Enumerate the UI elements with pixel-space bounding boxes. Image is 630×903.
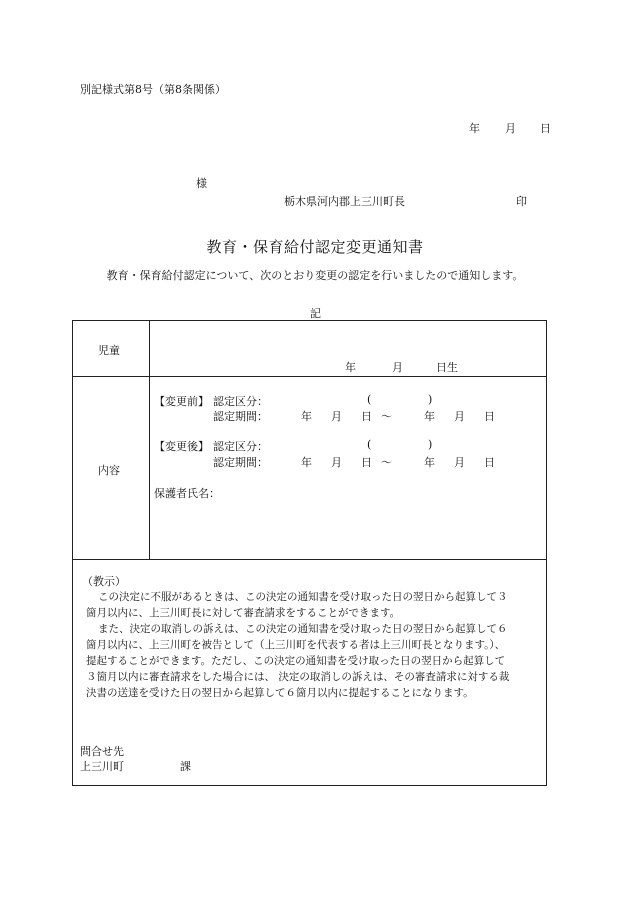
before-start-day: 日 <box>361 410 372 423</box>
form-number: 別記様式第8号（第8条関係） <box>80 83 226 96</box>
notice-para2-line1: また、決定の取消しの訴えは、この決定の通知書を受け取った日の翌日から起算して６ <box>98 623 508 635</box>
after-end-day: 日 <box>484 456 495 469</box>
after-start-year: 年 <box>301 456 312 469</box>
before-category-paren-open: ( <box>367 393 372 406</box>
contact-division: 課 <box>180 760 191 773</box>
after-category-paren-open: ( <box>367 438 372 451</box>
child-label: 児童 <box>98 344 120 357</box>
date-year: 年 <box>469 122 480 135</box>
content-label: 内容 <box>98 464 120 477</box>
after-end-month: 月 <box>454 456 465 469</box>
before-tilde: ～ <box>381 410 392 423</box>
notice-heading: （教示） <box>82 575 126 588</box>
guardian-name-label: 保護者氏名： <box>154 487 220 500</box>
table-row-divider <box>72 376 547 377</box>
after-tag: 【変更後】 <box>154 440 209 453</box>
after-category-paren-close: ) <box>428 438 433 451</box>
notice-para2-line4: ３箇月以内に審査請求をした場合には、 決定の取消しの訴えは、その審査請求に対する裁 <box>86 671 510 683</box>
intro-text: 教育・保育給付認定について、次のとおり変更の認定を行いましたので通知します。 <box>106 269 524 282</box>
document-title: 教育・保育給付認定変更通知書 <box>206 238 424 256</box>
birth-year: 年 <box>345 361 356 374</box>
date-day: 日 <box>540 122 551 135</box>
notice-para2-line5: 決書の送達を受けた日の翌日から起算して６箇月以内に提起することになります。 <box>86 687 474 699</box>
birth-month: 月 <box>392 361 403 374</box>
table-column-divider <box>149 320 150 560</box>
date-month: 月 <box>505 122 516 135</box>
contact-label: 問合せ先 <box>80 745 124 758</box>
before-end-month: 月 <box>454 410 465 423</box>
notice-para1-line2: 箇月以内に、上三川町長に対して審査請求をすることができます。 <box>86 607 401 619</box>
before-tag: 【変更前】 <box>154 395 209 408</box>
notice-para2-line3: 提起することができます。ただし、この決定の通知書を受け取った日の翌日から起算して <box>86 655 506 667</box>
before-end-day: 日 <box>484 410 495 423</box>
after-tilde: ～ <box>381 456 392 469</box>
notice-para1-line1: この決定に不服があるときは、この決定の通知書を受け取った日の翌日から起算して３ <box>98 591 508 603</box>
after-start-month: 月 <box>331 456 342 469</box>
before-period-label: 認定期間： <box>213 410 268 423</box>
birth-day: 日生 <box>436 361 458 374</box>
before-category-paren-close: ) <box>428 393 433 406</box>
before-start-month: 月 <box>331 410 342 423</box>
notice-para2-line2: 箇月以内に、上三川町を被告として（上三川町を代表する者は上三川町長となります。）、 <box>86 639 506 651</box>
before-category-label: 認定区分： <box>213 395 268 408</box>
after-end-year: 年 <box>424 456 435 469</box>
after-start-day: 日 <box>361 456 372 469</box>
before-end-year: 年 <box>424 410 435 423</box>
recipient-suffix: 様 <box>196 177 207 190</box>
after-category-label: 認定区分： <box>213 440 268 453</box>
ki-mark: 記 <box>310 307 321 320</box>
main-table <box>72 320 547 560</box>
after-period-label: 認定期間： <box>213 456 268 469</box>
seal-mark: 印 <box>516 195 527 208</box>
before-start-year: 年 <box>301 410 312 423</box>
issuer-name: 栃木県河内郡上三川町長 <box>284 195 405 208</box>
contact-town: 上三川町 <box>80 760 124 773</box>
